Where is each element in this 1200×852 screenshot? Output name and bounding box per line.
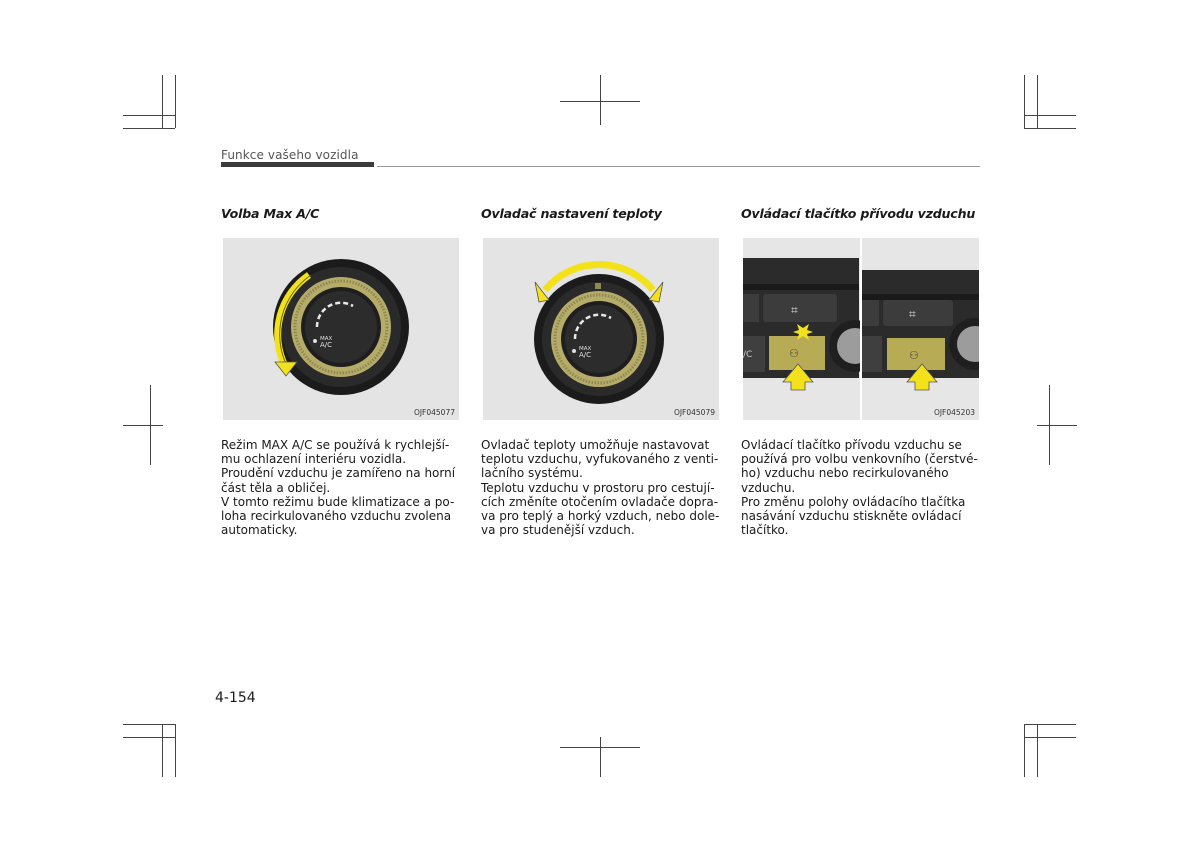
figure-air-intake <box>743 238 979 420</box>
temperature-knob-illustration <box>483 238 719 420</box>
svg-text:/C: /C <box>743 350 753 360</box>
air-intake-panel-illustration <box>743 238 979 420</box>
figure-code: OJF045077 <box>413 408 455 417</box>
max-ac-knob-illustration <box>223 238 459 420</box>
page-number: 4-154 <box>215 690 256 706</box>
column-temperature <box>481 206 720 538</box>
svg-text:MAX: MAX <box>320 336 333 342</box>
figure-max-ac <box>223 238 459 420</box>
section-title: Ovládací tlačítko přívodu vzduchu <box>741 206 976 221</box>
svg-text:A/C: A/C <box>320 341 333 349</box>
svg-text:⚇: ⚇ <box>909 349 919 362</box>
figure-code: OJF045079 <box>673 408 715 417</box>
section-title: Volba Max A/C <box>221 206 320 221</box>
figure-code: OJF045203 <box>933 408 975 417</box>
header-rule <box>377 166 980 167</box>
figure-temperature <box>483 238 719 420</box>
svg-text:⚇: ⚇ <box>789 347 799 360</box>
section-header: Funkce vašeho vozidla <box>221 148 359 162</box>
header-bar <box>221 162 374 167</box>
body-text: Režim MAX A/C se používá k rychlejší- mu ochlazení interiéru vozidla. Proudění vzduchu je zamířeno na horní část těla a obličej. V tomto režimu bude klimatizace a po- loha recirkulovaného vzduchu zvolena automaticky. <box>221 438 456 538</box>
svg-text:MAX: MAX <box>579 346 592 352</box>
body-text: Ovladač teploty umožňuje nastavovat teplotu vzduchu, vyfukovaného z venti- lačního systému. Teplotu vzduchu v prostoru pro cestují- cích změníte otočením ovladače dopra- va pro teplý a horký vzduch, nebo dole- va pro studenější vzduch. <box>481 438 720 538</box>
column-max-ac <box>221 206 460 538</box>
svg-text:⌗: ⌗ <box>791 303 798 317</box>
body-text: Ovládací tlačítko přívodu vzduchu se používá pro volbu venkovního (čerstvé- ho) vzduchu nebo recirkulovaného vzduchu. Pro změnu polohy ovládacího tlačítka nasávání vzduchu stiskněte ovládací tlačítko. <box>741 438 978 538</box>
column-air-intake <box>741 206 980 538</box>
svg-text:⌗: ⌗ <box>909 307 916 321</box>
svg-text:A/C: A/C <box>579 351 592 359</box>
section-title: Ovladač nastavení teploty <box>481 206 662 221</box>
